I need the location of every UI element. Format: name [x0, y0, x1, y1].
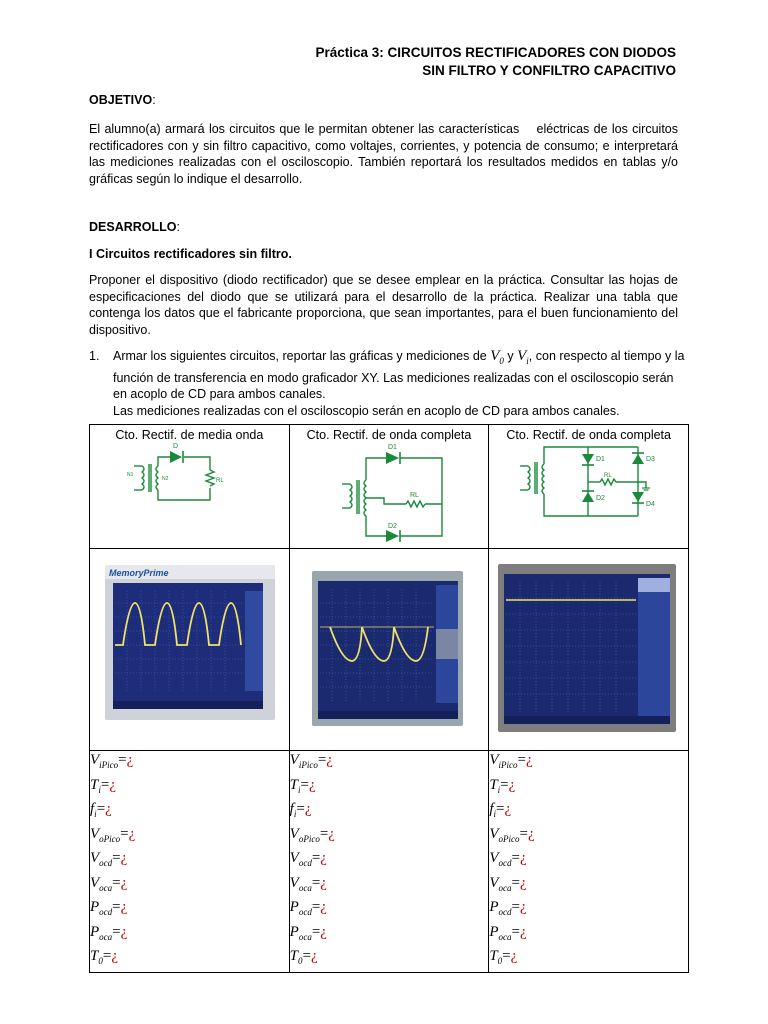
objetivo-heading-text: OBJETIVO [89, 93, 153, 107]
measurements-cell-center-tap [289, 751, 489, 973]
measurement-line [489, 874, 688, 899]
measurement-line [290, 923, 489, 948]
measurement-equals: = [112, 850, 121, 866]
measurement-subscript: i [293, 809, 297, 819]
measurement-unknown: ¿ [504, 801, 512, 817]
measurement-unknown: ¿ [320, 923, 327, 940]
measurements-cell-bridge [489, 751, 689, 973]
measurement-subscript: oca [498, 931, 512, 942]
measurement-equals: = [311, 899, 321, 915]
measurement-unknown: ¿ [326, 752, 333, 768]
measurement-unknown: ¿ [328, 825, 335, 842]
measurement-subscript: i [493, 809, 496, 819]
desarrollo-colon: : [176, 220, 180, 234]
measurement-equals: = [511, 923, 520, 940]
measurement-symbol: f [90, 801, 95, 817]
measurement-equals: = [511, 850, 520, 866]
label-d1: D1 [595, 456, 605, 463]
measurement-equals: = [511, 899, 520, 915]
measurement-line [489, 898, 688, 923]
label-d4: D4 [645, 501, 655, 508]
header-full-wave-bridge: Cto. Rectif. de onda completa [506, 428, 671, 442]
measurement-unknown: ¿ [109, 776, 116, 793]
measurement-subscript: iPico [298, 760, 318, 770]
label-rl: RL [603, 473, 612, 479]
measurement-unknown: ¿ [308, 776, 316, 793]
measurement-subscript: ocd [99, 907, 113, 917]
measurement-unknown: ¿ [525, 752, 533, 768]
measurement-line [290, 800, 489, 825]
measurement-equals: = [112, 874, 121, 891]
transformer-primary-coil [528, 466, 530, 490]
measurement-subscript: iPico [99, 760, 119, 770]
measurement-equals: = [120, 825, 129, 842]
measurement-line [290, 751, 489, 776]
measurement-subscript: 0 [497, 956, 503, 966]
measurement-equals: = [302, 948, 311, 964]
measurement-symbol: V [489, 850, 499, 866]
v0-symbol [490, 348, 504, 364]
measurement-line [489, 776, 688, 801]
measurement-equals: = [311, 850, 321, 866]
center-tap-circuit-diagram [314, 442, 464, 548]
measurement-equals: = [500, 776, 509, 793]
measurement-subscript: ocd [99, 858, 113, 868]
measurement-equals: = [311, 874, 321, 891]
load-resistor [406, 501, 425, 507]
measurement-symbol: V [90, 825, 100, 842]
measurement-line [290, 874, 489, 899]
table-photo-row [90, 549, 689, 751]
measurement-symbol: V [289, 752, 299, 768]
v0-sub: 0 [499, 356, 504, 366]
measurement-equals: = [511, 874, 520, 891]
measurement-symbol: T [90, 948, 99, 964]
measurement-symbol: f [289, 801, 294, 817]
label-n2: N2 [162, 476, 169, 482]
measurement-subscript: 0 [98, 956, 103, 966]
list-item-main-text [113, 348, 689, 403]
measurement-line [290, 947, 489, 972]
section-1-text: Proponer el dispositivo (diodo rectificador) que se desee emplear en la práctica. Consultar las hojas de especificaciones del diodo que se utilizará para el desarrollo de la práctica. Realizar una tabla que contenga los datos que el fabricante proporciona, que sean importantes, para el buen funcionamiento del dispositivo. [89, 273, 678, 337]
transformer-secondary-coil [364, 480, 366, 516]
diode-d1 [582, 454, 594, 465]
transformer-primary-coil [350, 484, 352, 508]
measurement-equals: = [112, 923, 121, 940]
measurement-equals: = [300, 776, 309, 793]
label-d3: D3 [645, 456, 655, 463]
measurement-symbol: P [289, 923, 299, 940]
label-d1: D1 [387, 444, 397, 451]
table-header-row [90, 425, 689, 549]
measurement-symbol: T [289, 776, 298, 793]
measurement-unknown: ¿ [105, 801, 112, 817]
measurement-symbol: P [90, 923, 100, 940]
title-line-1: Práctica 3: CIRCUITOS RECTIFICADORES CON DIODOS [315, 45, 676, 60]
load-resistor [206, 470, 214, 486]
measurement-equals: = [317, 752, 327, 768]
bridge-circuit-diagram [514, 442, 664, 522]
label-d2: D2 [595, 495, 605, 502]
label-n1: N1 [127, 472, 134, 478]
circuits-table [89, 424, 689, 973]
measurement-unknown: ¿ [320, 850, 327, 866]
measurement-line [90, 825, 289, 850]
half-wave-circuit-diagram [124, 442, 254, 512]
diode-d2 [386, 530, 400, 542]
measurement-subscript: i [298, 784, 301, 795]
measurement-subscript: i [94, 809, 97, 819]
measurement-unknown: ¿ [510, 948, 518, 964]
header-half-wave: Cto. Rectif. de media onda [115, 428, 264, 442]
measurement-line [90, 898, 289, 923]
diode-d2 [582, 491, 594, 502]
transformer-secondary-coil [542, 464, 544, 494]
measurement-unknown: ¿ [508, 776, 516, 793]
measurement-unknown: ¿ [128, 825, 136, 842]
measurement-subscript: oca [99, 882, 113, 893]
label-d: D [173, 443, 179, 450]
oscilloscope-photo-bridge [498, 564, 676, 732]
measurement-unknown: ¿ [304, 801, 312, 817]
header-cell-center-tap [289, 425, 489, 549]
photo-cell-center-tap [289, 549, 489, 751]
measurement-line [290, 898, 489, 923]
item-text-b: , con respecto al tiempo y la función de transferencia en modo graficador XY. Las mediciones realizadas con el osciloscopio serán en acoplo de CD para ambos canales. [113, 349, 685, 401]
measurement-unknown: ¿ [111, 948, 118, 964]
vi-base: V [517, 348, 527, 364]
item-text-a: Armar los siguientes circuitos, reportar las gráficas y mediciones de [113, 349, 491, 363]
measurement-line [290, 776, 489, 801]
header-cell-half-wave [90, 425, 290, 549]
measurement-equals: = [496, 801, 505, 817]
measurement-unknown: ¿ [519, 899, 527, 915]
measurement-subscript: 0 [298, 956, 303, 966]
measurement-equals: = [519, 825, 528, 842]
measurement-symbol: P [289, 899, 299, 915]
measurement-line [489, 825, 688, 850]
measurement-line [90, 947, 289, 972]
measurement-subscript: oca [298, 931, 312, 942]
measurement-equals: = [102, 948, 112, 964]
measurement-unknown: ¿ [310, 948, 318, 964]
measurement-line [290, 825, 489, 850]
vi-sub: i [526, 356, 529, 366]
measurement-equals: = [96, 801, 106, 817]
measurement-equals: = [311, 923, 321, 940]
measurement-subscript: oca [498, 882, 512, 893]
title-line-2: SIN FILTRO Y CONFILTRO CAPACITIVO [422, 62, 676, 78]
measurement-unknown: ¿ [320, 899, 327, 915]
measurement-unknown: ¿ [120, 899, 128, 915]
diode-d1 [386, 452, 400, 464]
list-item-extra-text: Las mediciones realizadas con el osciloscopio serán en acoplo de CD para ambos canales. [113, 403, 620, 418]
scope-brand: MemoryPrime [109, 568, 169, 578]
list-item-1 [89, 348, 689, 419]
measurement-symbol: T [489, 948, 498, 964]
measurement-symbol: V [489, 874, 499, 891]
v0-base: V [490, 348, 500, 364]
measurement-symbol: f [489, 801, 494, 817]
measurement-unknown: ¿ [126, 752, 134, 768]
measurement-symbol: V [489, 752, 499, 768]
measurement-unknown: ¿ [519, 874, 527, 891]
label-d2: D2 [387, 523, 397, 530]
photo-cell-bridge [489, 549, 689, 751]
list-item-body [113, 348, 689, 419]
measurement-symbol: V [489, 825, 499, 842]
measurement-equals: = [319, 825, 329, 842]
list-number: 1. [89, 349, 100, 363]
measurement-line [90, 849, 289, 874]
measurement-line [290, 849, 489, 874]
label-rl: RL [216, 478, 224, 484]
measurement-subscript: ocd [498, 858, 512, 868]
measurement-symbol: V [90, 850, 100, 866]
desarrollo-heading-text: DESARROLLO [89, 220, 177, 234]
table-measurements-row [90, 751, 689, 973]
measurement-equals: = [502, 948, 511, 964]
measurement-subscript: ocd [498, 907, 512, 917]
measurement-equals: = [112, 899, 121, 915]
measurement-subscript: ocd [298, 907, 312, 917]
measurement-unknown: ¿ [519, 850, 527, 866]
measurement-line [90, 923, 289, 948]
measurement-unknown: ¿ [120, 874, 128, 891]
measurement-equals: = [296, 801, 305, 817]
transformer-primary-coil [142, 466, 144, 490]
measurement-symbol: P [90, 899, 100, 915]
measurement-symbol: T [90, 776, 99, 793]
page-title [315, 44, 676, 79]
measurement-subscript: ocd [298, 858, 312, 868]
measurement-symbol: V [90, 752, 100, 768]
measurement-subscript: iPico [498, 760, 518, 770]
measurement-line [90, 800, 289, 825]
measurement-equals: = [100, 776, 110, 793]
measurement-unknown: ¿ [120, 923, 128, 940]
measurement-line [489, 849, 688, 874]
diode-d [170, 451, 183, 463]
oscilloscope-photo-center-tap [312, 571, 463, 726]
objetivo-heading [89, 93, 156, 107]
measurement-symbol: V [289, 874, 299, 891]
measurement-unknown: ¿ [527, 825, 535, 842]
measurement-subscript: oPico [498, 833, 520, 844]
load-resistor [600, 479, 616, 485]
measurement-symbol: V [90, 874, 100, 891]
transformer-secondary-coil [156, 466, 158, 490]
measurement-subscript: oca [99, 931, 113, 942]
measurement-subscript: oPico [99, 833, 121, 844]
diode-d3 [632, 453, 644, 464]
measurements-cell-half-wave [90, 751, 290, 973]
header-cell-bridge [489, 425, 689, 549]
measurement-symbol: V [289, 850, 299, 866]
measurement-unknown: ¿ [519, 923, 527, 940]
measurement-unknown: ¿ [120, 850, 128, 866]
measurement-line [489, 923, 688, 948]
measurement-subscript: oca [298, 882, 312, 893]
measurement-symbol: T [489, 776, 498, 793]
measurement-line [489, 800, 688, 825]
oscilloscope-photo-half-wave [105, 565, 275, 720]
vi-symbol [517, 348, 529, 364]
measurement-symbol: T [289, 948, 298, 964]
desarrollo-heading [89, 220, 180, 234]
measurement-symbol: P [489, 899, 499, 915]
measurement-line [489, 751, 688, 776]
header-full-wave-center: Cto. Rectif. de onda completa [306, 428, 472, 442]
diode-d4 [632, 492, 644, 503]
measurement-line [90, 751, 289, 776]
item-text-y: y [503, 349, 518, 363]
measurement-line [90, 874, 289, 899]
measurement-unknown: ¿ [320, 874, 327, 891]
photo-cell-half-wave [90, 549, 290, 751]
measurement-equals: = [118, 752, 127, 768]
measurement-symbol: V [289, 825, 299, 842]
label-rl: RL [409, 492, 419, 499]
measurement-equals: = [517, 752, 526, 768]
measurement-line [489, 947, 688, 972]
measurement-subscript: i [98, 784, 101, 795]
objetivo-colon: : [152, 93, 156, 107]
objetivo-text: El alumno(a) armará los circuitos que le permitan obtener las características eléctricas de los circuitos rectificadores con y sin filtro capacitivo, como voltajes, corrientes, y potencia de consumo; e interpretará las mediciones realizadas con el osciloscopio. También reportará los resultados medidos en tablas y/o gráficas según lo indique el desarrollo. [89, 122, 682, 186]
measurement-line [90, 776, 289, 801]
measurement-symbol: P [489, 923, 499, 940]
section-1-title: I Circuitos rectificadores sin filtro. [89, 247, 292, 261]
measurement-subscript: i [497, 784, 501, 795]
measurement-subscript: oPico [298, 833, 320, 844]
